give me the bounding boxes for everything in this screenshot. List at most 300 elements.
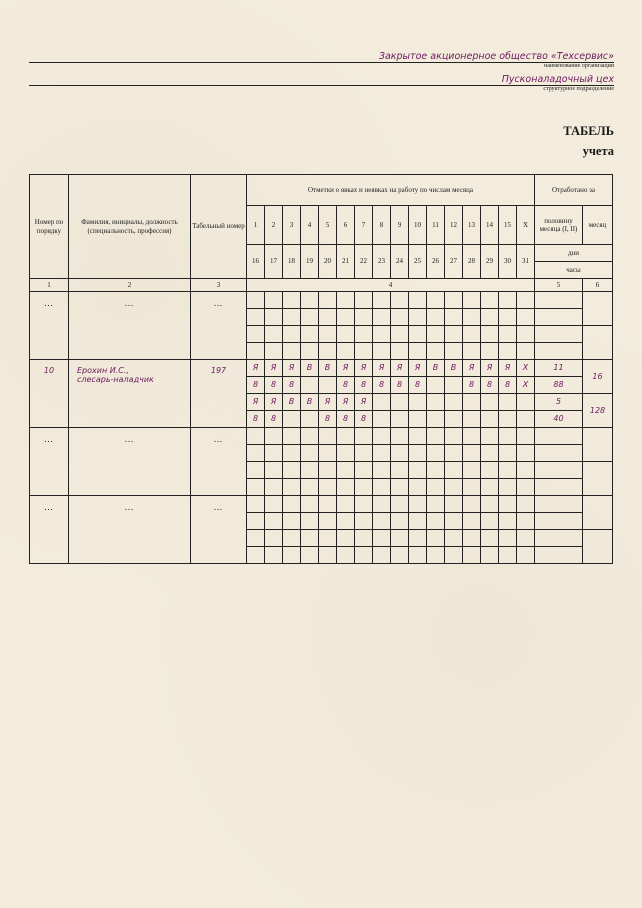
ellipsis-cell: … [30,496,69,564]
day-cell [391,428,409,445]
col-number: 6 [583,279,613,292]
day-cell [517,428,535,445]
day-mark-cell: В [301,394,319,411]
day-cell [391,513,409,530]
day-mark-cell: Х [517,377,535,394]
day-cell [499,292,517,309]
day-cell [247,428,265,445]
month-cell [583,496,613,530]
day-cell [373,309,391,326]
day-cell [427,309,445,326]
document-title: ТАБЕЛЬ [563,124,614,138]
day-mark-cell: Я [481,360,499,377]
day-cell [481,462,499,479]
day-cell [445,445,463,462]
day-cell [283,309,301,326]
day-cell [391,445,409,462]
day-cell [247,309,265,326]
day-cell [481,479,499,496]
half-month-cell [535,496,583,513]
day-cell [301,343,319,360]
day-mark-cell: Х [517,360,535,377]
ellipsis-cell: … [69,496,191,564]
day-cell [445,547,463,564]
day-cell [463,445,481,462]
header-number: Номер по порядку [30,175,69,279]
day-mark-cell: 8 [247,411,265,428]
day-mark-cell: Я [247,394,265,411]
header-name: Фамилия, инициалы, должность (специальность, профессия) [69,175,191,279]
day-cell [463,326,481,343]
day-cell [265,343,283,360]
day-mark-cell: 8 [337,377,355,394]
header-marks: Отметки о явках и неявках на работу по числам месяца [247,175,535,206]
document-subtitle: учета [582,144,614,158]
day-mark-cell: Я [265,360,283,377]
day-cell [319,326,337,343]
day-mark-cell [517,411,535,428]
employee-number: 10 [30,360,69,428]
day-mark-cell [319,377,337,394]
day-cell [409,309,427,326]
day-number: 28 [463,245,481,279]
day-cell [337,326,355,343]
ellipsis-cell: … [30,292,69,360]
day-number: 23 [373,245,391,279]
day-number: 13 [463,206,481,245]
month-cell [583,428,613,462]
day-cell [499,513,517,530]
day-cell [337,428,355,445]
col-number: 4 [247,279,535,292]
day-cell [319,530,337,547]
day-cell [463,428,481,445]
day-mark-cell [499,394,517,411]
col-number: 3 [191,279,247,292]
day-cell [517,479,535,496]
day-cell [247,530,265,547]
day-cell [283,479,301,496]
day-cell [301,445,319,462]
day-cell [391,547,409,564]
label-hours: часы [535,262,613,279]
day-number: 19 [301,245,319,279]
day-mark-cell [409,394,427,411]
day-mark-cell [391,411,409,428]
day-mark-cell: 8 [337,411,355,428]
day-mark-cell: 8 [265,411,283,428]
day-cell [373,326,391,343]
day-mark-cell [445,411,463,428]
ellipsis-cell: … [69,428,191,496]
day-cell [499,547,517,564]
half-month-cell [535,547,583,564]
day-cell [391,343,409,360]
day-mark-cell: 8 [265,377,283,394]
day-cell [265,462,283,479]
day-cell [409,479,427,496]
day-number: 2 [265,206,283,245]
day-mark-cell: Я [409,360,427,377]
day-cell [265,496,283,513]
ellipsis-cell: … [191,496,247,564]
department-caption: структурное подразделение [543,86,614,92]
day-cell [247,547,265,564]
day-number: 18 [283,245,301,279]
day-mark-cell [373,394,391,411]
day-number: 22 [355,245,373,279]
header-tab-number: Табельный номер [191,175,247,279]
day-cell [409,496,427,513]
day-cell [337,445,355,462]
day-cell [499,309,517,326]
employee-position-line: слесарь-наладчик [77,375,154,385]
day-number: 15 [499,206,517,245]
day-mark-cell [409,411,427,428]
day-cell [463,462,481,479]
day-cell [427,343,445,360]
day-mark-cell: В [445,360,463,377]
day-cell [301,309,319,326]
day-cell [463,496,481,513]
day-cell [355,547,373,564]
employee-row [30,360,613,377]
day-cell [301,462,319,479]
day-cell [355,513,373,530]
day-cell [337,513,355,530]
day-cell [283,445,301,462]
day-cell [337,343,355,360]
day-number: 8 [373,206,391,245]
header-half-month: половину месяца (I, II) [535,206,583,245]
day-cell [355,530,373,547]
day-number: 9 [391,206,409,245]
day-number: 24 [391,245,409,279]
day-cell [463,292,481,309]
day-cell [445,292,463,309]
header-row [30,175,613,206]
day-cell [319,479,337,496]
day-number: 27 [445,245,463,279]
day-cell [481,547,499,564]
day-cell [355,309,373,326]
day-cell [301,292,319,309]
half-month-cell [535,292,583,309]
month-cell [583,530,613,564]
day-cell [355,343,373,360]
day-cell [427,462,445,479]
day-mark-cell: Я [265,394,283,411]
table-row [30,292,613,309]
day-cell [481,292,499,309]
day-mark-cell: 8 [481,377,499,394]
day-cell [337,496,355,513]
day-cell [373,496,391,513]
day-cell [283,326,301,343]
day-cell [445,530,463,547]
day-cell [247,326,265,343]
day-cell [283,462,301,479]
day-cell [445,479,463,496]
day-mark-cell: Я [283,360,301,377]
day-cell [409,292,427,309]
day-cell [247,479,265,496]
day-mark-cell: В [319,360,337,377]
day-cell [517,513,535,530]
day-cell [391,292,409,309]
day-cell [409,513,427,530]
day-cell [247,445,265,462]
organization-underline [29,62,614,63]
day-number: 12 [445,206,463,245]
day-cell [373,428,391,445]
day-cell [499,496,517,513]
day-cell [265,547,283,564]
day-cell [481,326,499,343]
day-cell [337,462,355,479]
day-mark-cell: Я [355,360,373,377]
col-number: 5 [535,279,583,292]
day-cell [319,343,337,360]
day-mark-cell [481,411,499,428]
day-cell [301,530,319,547]
day-cell [499,428,517,445]
day-cell [301,513,319,530]
month-cell [583,292,613,326]
day-number: 30 [499,245,517,279]
day-mark-cell: В [283,394,301,411]
table-row [30,496,613,513]
day-cell [319,292,337,309]
day-cell [301,479,319,496]
ellipsis-cell: … [69,292,191,360]
department-name: Пусконаладочный цех [501,74,614,85]
half-month-value: 88 [535,377,583,394]
day-cell [283,530,301,547]
month-value: 128 [583,394,613,428]
day-cell [319,496,337,513]
half-month-cell [535,479,583,496]
day-number: 29 [481,245,499,279]
day-cell [517,496,535,513]
day-cell [517,343,535,360]
day-mark-cell [301,377,319,394]
table-row [30,428,613,445]
day-mark-cell: В [427,360,445,377]
day-cell [427,513,445,530]
day-cell [265,309,283,326]
day-mark-cell [427,394,445,411]
day-number: 10 [409,206,427,245]
day-cell [409,530,427,547]
day-mark-cell [427,377,445,394]
day-cell [319,547,337,564]
department-underline [29,85,614,86]
day-cell [391,479,409,496]
day-cell [427,479,445,496]
day-mark-cell: Я [337,394,355,411]
employee-tab-number: 197 [191,360,247,428]
day-cell [409,343,427,360]
day-mark-cell: Я [337,360,355,377]
day-cell [391,462,409,479]
day-cell [373,343,391,360]
day-cell [265,445,283,462]
day-cell [373,547,391,564]
day-cell [427,496,445,513]
day-cell [445,462,463,479]
ellipsis-cell: … [30,428,69,496]
day-cell [373,513,391,530]
day-cell [409,445,427,462]
col-number: 1 [30,279,69,292]
day-cell [337,530,355,547]
day-cell [517,547,535,564]
day-cell [427,547,445,564]
day-cell [247,513,265,530]
day-cell [463,547,481,564]
day-mark-cell [373,411,391,428]
day-cell [391,496,409,513]
day-cell [481,309,499,326]
day-cell [265,530,283,547]
day-cell [265,292,283,309]
day-mark-cell: В [301,360,319,377]
day-cell [337,547,355,564]
day-number: 17 [265,245,283,279]
day-cell [517,309,535,326]
day-number: 7 [355,206,373,245]
day-mark-cell [499,411,517,428]
day-mark-cell: 8 [409,377,427,394]
day-cell [445,326,463,343]
day-cell [373,462,391,479]
day-number: 3 [283,206,301,245]
day-cell [499,343,517,360]
day-cell [247,462,265,479]
day-mark-cell: 8 [499,377,517,394]
day-mark-cell [445,394,463,411]
day-mark-cell: 8 [373,377,391,394]
day-cell [301,496,319,513]
day-mark-cell: 8 [247,377,265,394]
day-cell [427,445,445,462]
ellipsis-cell: … [191,292,247,360]
day-mark-cell [517,394,535,411]
day-cell [499,326,517,343]
half-month-value: 11 [535,360,583,377]
day-cell [283,292,301,309]
day-mark-cell: Я [247,360,265,377]
day-cell [391,309,409,326]
day-cell [319,445,337,462]
day-cell [301,547,319,564]
day-cell [463,479,481,496]
day-cell [355,462,373,479]
day-cell [517,292,535,309]
day-mark-cell [463,411,481,428]
day-mark-cell: Я [355,394,373,411]
label-days: дни [535,245,613,262]
day-cell [427,326,445,343]
day-mark-cell [463,394,481,411]
day-cell [445,309,463,326]
day-cell [247,496,265,513]
day-cell [409,547,427,564]
day-mark-cell: Я [319,394,337,411]
day-mark-cell: 8 [355,377,373,394]
half-month-cell [535,513,583,530]
day-mark-cell [283,411,301,428]
day-cell [283,428,301,445]
day-cell [427,428,445,445]
day-cell [319,513,337,530]
employee-name-line: Ерохин И.С., [77,366,129,375]
half-month-cell [535,462,583,479]
day-cell [373,445,391,462]
day-mark-cell: Я [373,360,391,377]
day-number: 6 [337,206,355,245]
day-cell [517,462,535,479]
day-cell [391,530,409,547]
day-cell [283,513,301,530]
day-cell [355,428,373,445]
day-mark-cell [427,411,445,428]
day-number: 26 [427,245,445,279]
day-cell [391,326,409,343]
day-cell [373,479,391,496]
day-cell [445,343,463,360]
day-cell [481,513,499,530]
organization-caption: наименование организации [544,63,614,69]
day-mark-cell [391,394,409,411]
day-mark-cell: 8 [319,411,337,428]
day-number: 31 [517,245,535,279]
day-cell [481,428,499,445]
day-mark-cell: Я [391,360,409,377]
half-month-cell [535,428,583,445]
day-cell [499,445,517,462]
day-cell [517,326,535,343]
day-number: 20 [319,245,337,279]
day-cell [409,462,427,479]
organization-name: Закрытое акционерное общество «Техсервис» [378,51,614,62]
day-cell [247,292,265,309]
day-cell [355,496,373,513]
day-cell [355,326,373,343]
day-mark-cell [481,394,499,411]
month-value: 16 [583,360,613,394]
day-cell [481,530,499,547]
day-cell [445,428,463,445]
day-cell [283,496,301,513]
day-cell [409,326,427,343]
day-cell [427,292,445,309]
day-cell [265,479,283,496]
day-cell [481,445,499,462]
column-numbers-row [30,279,613,292]
day-cell [463,309,481,326]
day-cell [319,309,337,326]
day-number: 21 [337,245,355,279]
day-cell [499,462,517,479]
header-worked: Отработано за [535,175,613,206]
employee-name [69,360,191,428]
half-month-cell [535,445,583,462]
day-number: 4 [301,206,319,245]
day-cell [445,496,463,513]
day-mark-cell: 8 [391,377,409,394]
